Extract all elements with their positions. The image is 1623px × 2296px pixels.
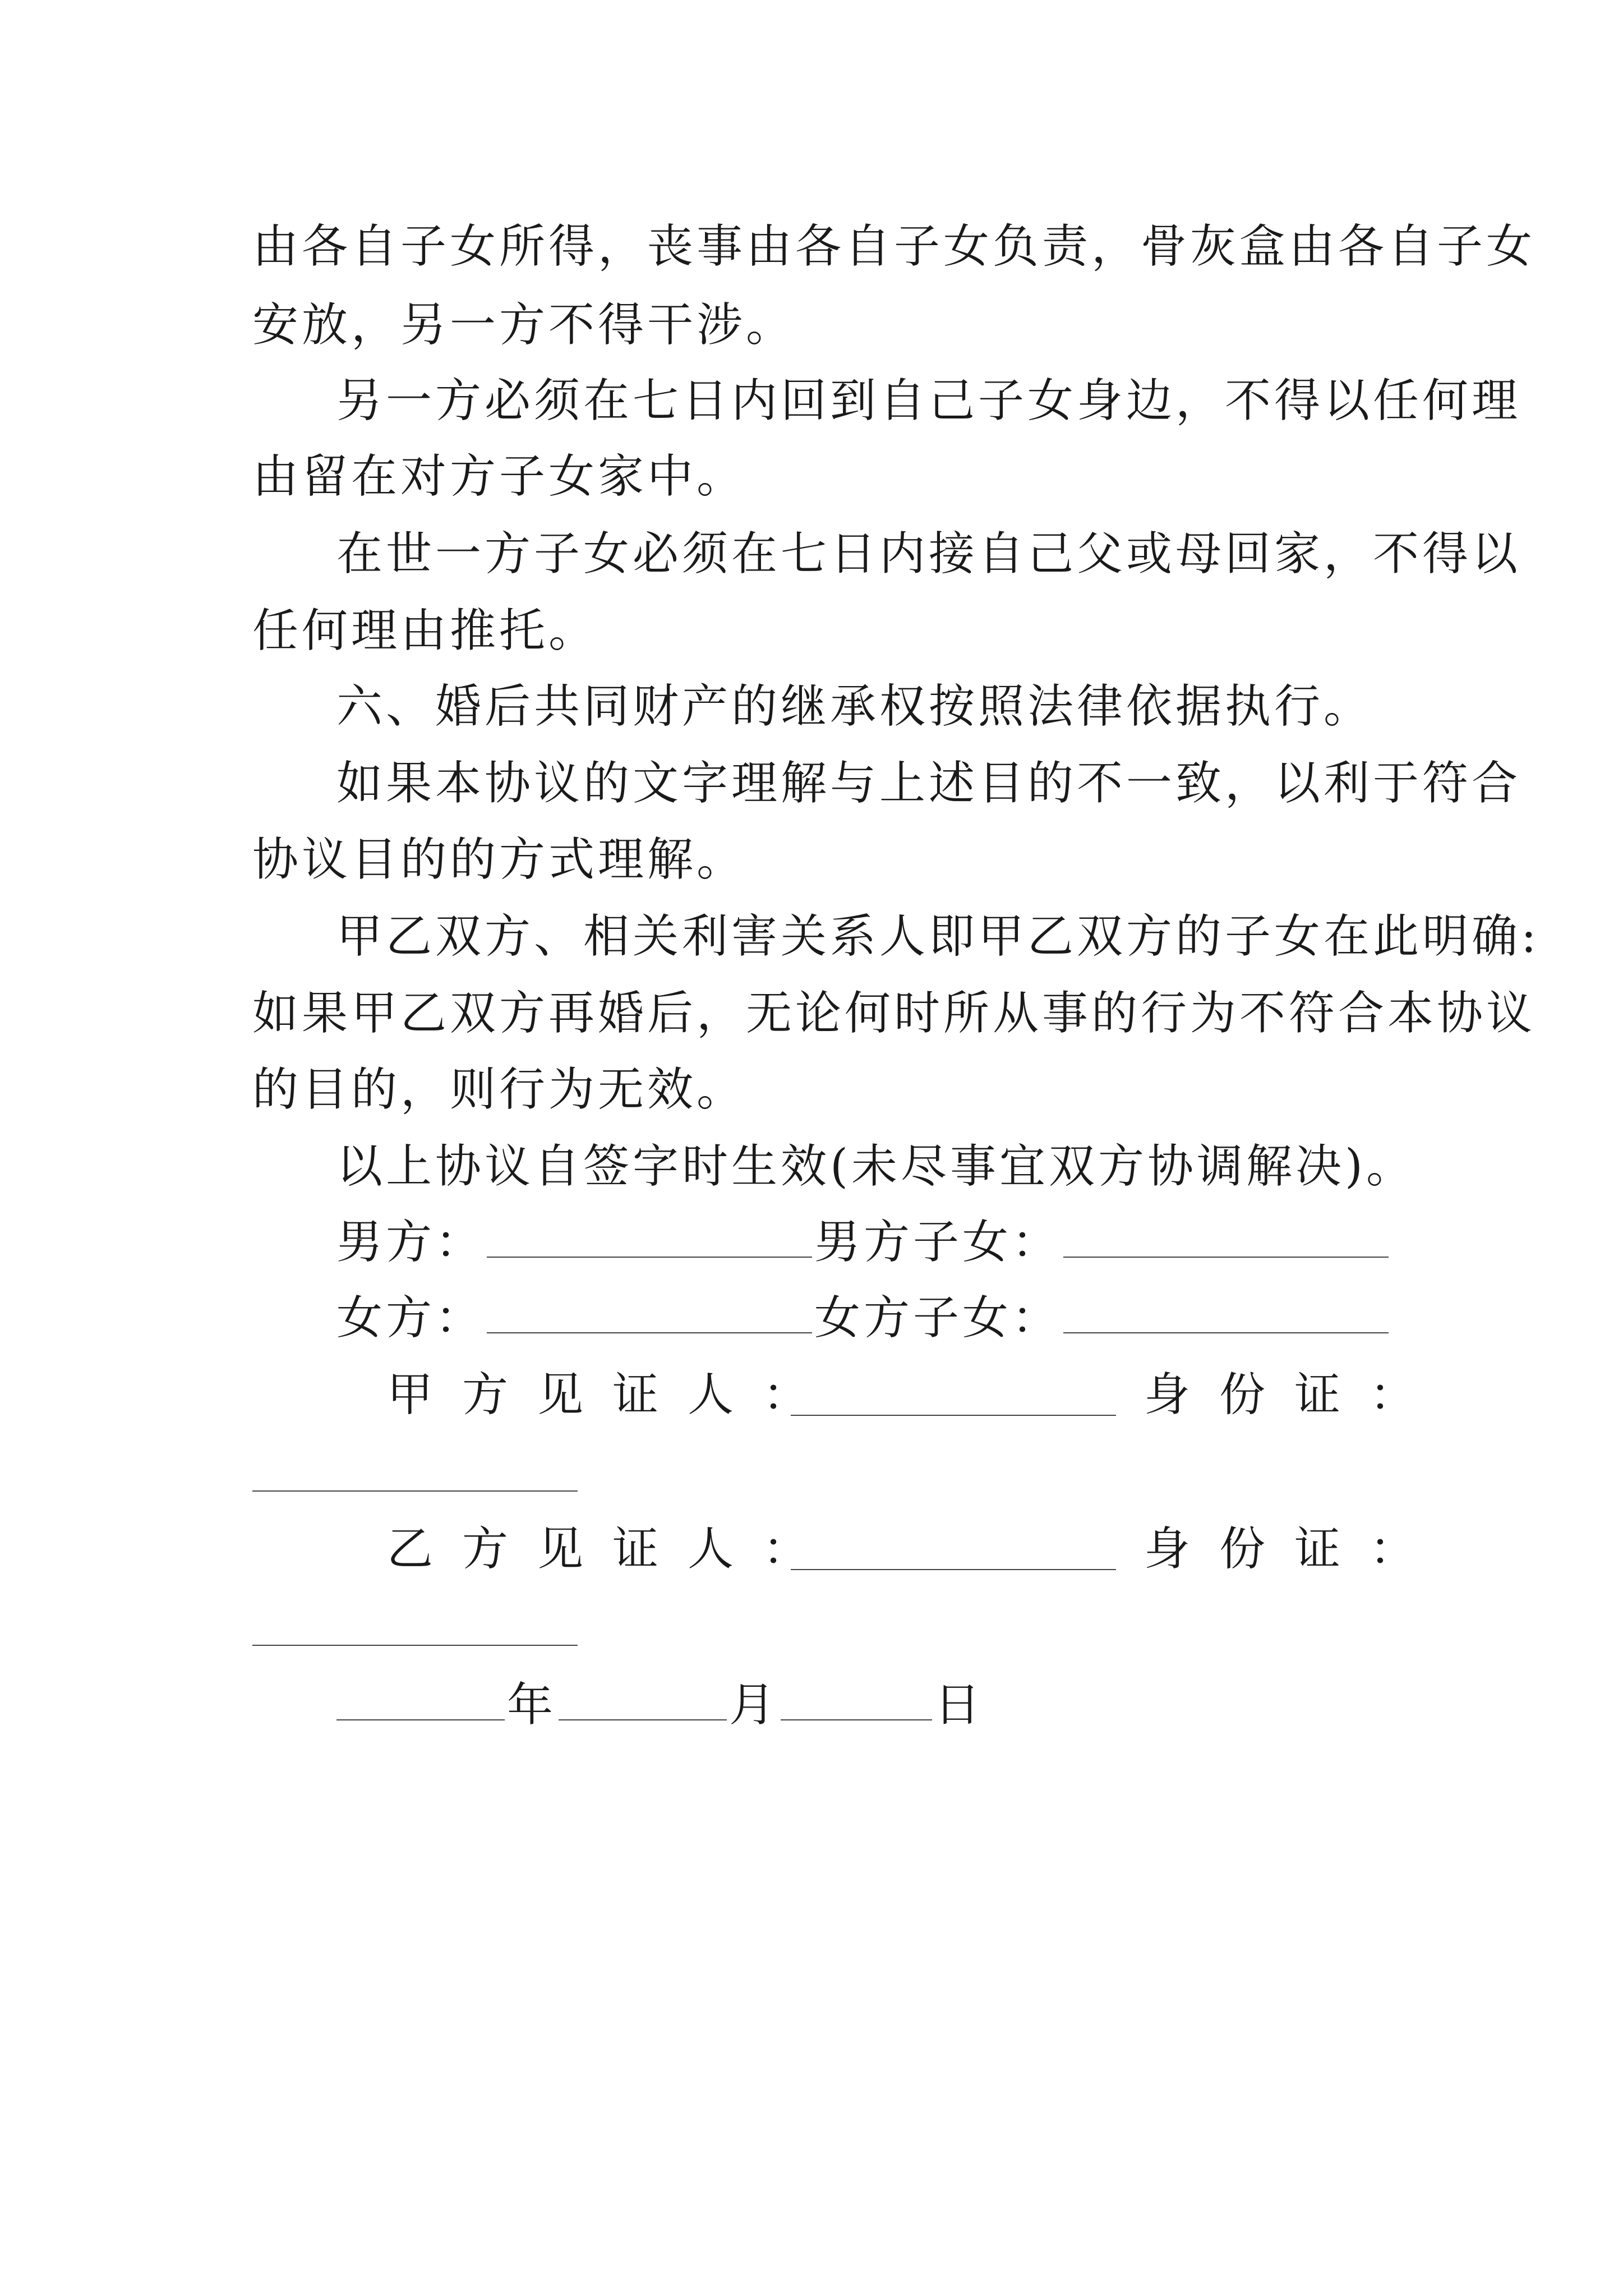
year-blank[interactable] (336, 1680, 505, 1720)
female-signature-blank[interactable] (487, 1293, 812, 1333)
day-blank[interactable] (781, 1680, 932, 1720)
paragraph-6-line-3: 的目的，则行为无效。 (252, 1063, 746, 1116)
paragraph-6-line-1: 甲乙双方、相关利害关系人即甲乙双方的子女在此明确: (336, 910, 1540, 963)
paragraph-7-line-1: 以上协议自签字时生效(未尽事宜双方协调解决)。 (336, 1140, 1415, 1193)
paragraph-2-line-2: 由留在对方子女家中。 (252, 450, 746, 503)
male-signature-blank[interactable] (487, 1217, 812, 1258)
paragraph-4-line-1: 六、婚后共同财产的继承权按照法律依据执行。 (336, 680, 1373, 733)
date-row (336, 1677, 984, 1733)
witness-b-label: 乙方见证人： (387, 1522, 838, 1576)
female-label: 女方： (336, 1291, 485, 1345)
witness-a-id-blank[interactable] (252, 1489, 578, 1492)
male-label: 男方： (336, 1216, 485, 1269)
paragraph-1-line-1: 由各自子女所得，丧事由各自子女负责，骨灰盒由各自子女 (252, 220, 1536, 273)
witness-b-id-label: 身份证： (1144, 1522, 1445, 1576)
day-label: 日 (934, 1678, 984, 1732)
female-children-label: 女方子女： (814, 1291, 1062, 1345)
witness-a-id-label: 身份证： (1144, 1368, 1445, 1421)
paragraph-3-line-1: 在世一方子女必须在七日内接自己父或母回家，不得以 (336, 527, 1521, 581)
month-label: 月 (729, 1678, 779, 1732)
witness-b-signature-blank[interactable] (791, 1568, 1116, 1570)
paragraph-1-line-2: 安放，另一方不得干涉。 (252, 298, 796, 352)
paragraph-5-line-2: 协议目的的方式理解。 (252, 833, 746, 886)
witness-b-id-blank[interactable] (252, 1644, 578, 1646)
female-children-signature-blank[interactable] (1063, 1293, 1389, 1333)
male-signature-row (336, 1214, 1391, 1271)
witness-a-signature-blank[interactable] (791, 1414, 1116, 1416)
male-children-label: 男方子女： (814, 1216, 1062, 1269)
male-children-signature-blank[interactable] (1063, 1217, 1389, 1258)
paragraph-6-line-2: 如果甲乙双方再婚后，无论何时所从事的行为不符合本协议 (252, 987, 1536, 1040)
paragraph-3-line-2: 任何理由推托。 (252, 604, 598, 657)
paragraph-2-line-1: 另一方必须在七日内回到自己子女身边，不得以任何理 (336, 374, 1521, 427)
paragraph-5-line-1: 如果本协议的文字理解与上述目的不一致，以利于符合 (336, 757, 1521, 810)
female-signature-row (336, 1290, 1391, 1346)
month-blank[interactable] (559, 1680, 727, 1720)
year-label: 年 (507, 1678, 557, 1732)
witness-a-label: 甲方见证人： (387, 1368, 838, 1421)
